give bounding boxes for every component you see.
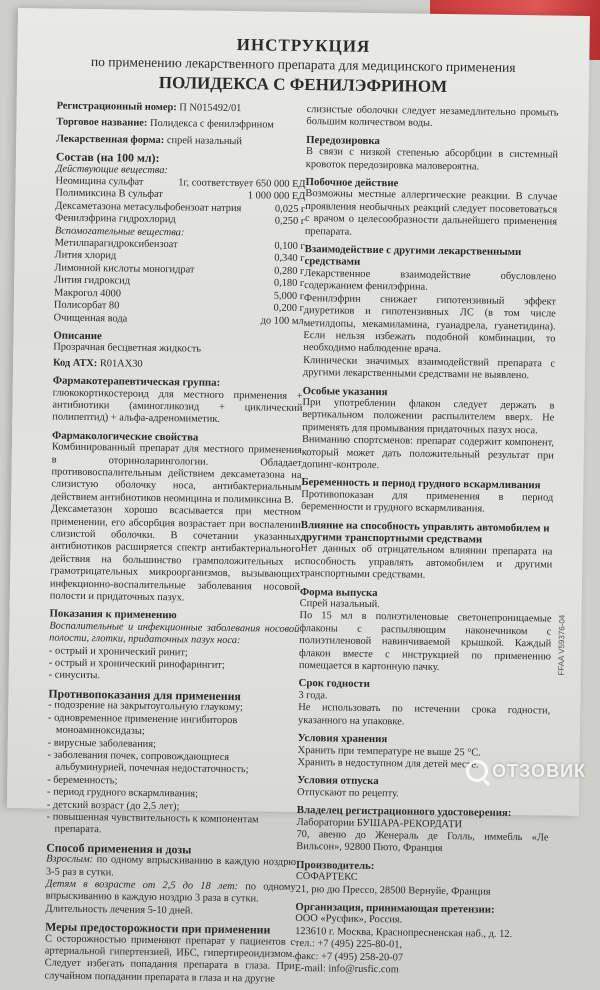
list-item: - период грудного вскармливания; bbox=[46, 786, 199, 800]
storage-title: Условия хранения bbox=[297, 732, 388, 746]
dispensing-title: Условия отпуска bbox=[297, 774, 379, 788]
interactions-text-1: Лекарственное взаимодействие обусловлено содержанием фенилэфрина. bbox=[304, 267, 557, 294]
reg-value: П N015492/01 bbox=[179, 102, 242, 115]
pharm-group-text: глюкокортикостероид для местного применения + антибиотики (аминогликозид + циклический полипептид) + альфа-адреномиметик. bbox=[52, 387, 303, 426]
manufacturer-text-1: СОФАРТЕКС bbox=[295, 871, 358, 883]
shelf-life-text-1: 3 года. bbox=[298, 689, 328, 702]
ingredient-row: Полисорбат 80 0,200 г bbox=[53, 299, 304, 315]
ingredient-row: Очищенная вода до 100 мл bbox=[53, 312, 304, 327]
left-column bbox=[44, 101, 306, 987]
dosage-adults: Взрослым: по одному впрыскиванию в каждую ноздрю 3-5 раз в сутки. bbox=[45, 853, 297, 878]
driving-text: Нет данных об отрицательном влиянии препарата на способность управлять автомобилем и другими транспортными средствами. bbox=[300, 543, 553, 581]
owner-text-2: 70, авеню до Женераль де Голль, иммебль «Ле Вильсон», 92800 Пюто, Франция bbox=[296, 828, 549, 855]
pregnancy-title: Беременность и период грудного вскармливания bbox=[301, 476, 541, 492]
claims-phone: тел.: +7 (495) 225-80-01, bbox=[294, 938, 403, 951]
leaflet-title: ИНСТРУКЦИЯ bbox=[236, 35, 371, 56]
trade-label: Торговое название: bbox=[56, 116, 148, 130]
form-value: спрей назальный bbox=[166, 134, 243, 147]
otzovik-watermark bbox=[466, 760, 586, 782]
list-item: - одновременное применение ингибиторов моноаминоксидазы; bbox=[48, 712, 238, 737]
ingredient-row: Метилпарагидроксибензоат 0,100 г bbox=[54, 237, 305, 253]
indications-text: Воспалительные и инфекционные заболевания носовой полости, глотки, придаточных пазух носа: bbox=[49, 620, 300, 647]
list-item: - повышенная чувствительность к компонентам препарата. bbox=[46, 811, 259, 836]
ingredient-row: Лимонной кислоты моногидрат 0,280 г bbox=[54, 262, 305, 277]
overdose-text: В связи с низкой степенью абсорбции в системный кровоток передозировка маловероятна. bbox=[305, 146, 559, 173]
description-title: Описание bbox=[53, 329, 102, 343]
ingredient-row: Макрогол 4000 5,000 г bbox=[53, 287, 305, 302]
ingredient-row: Дексаметазона метасульфобензоат натрия 0,025 г bbox=[55, 200, 306, 215]
claims-email: E-mail: info@rusfic.com bbox=[294, 962, 399, 976]
active-substances-title: Действующие вещества: bbox=[55, 163, 168, 176]
list-item: - синуситы. bbox=[48, 669, 101, 682]
dosage-duration: Длительность лечения 5-10 дней. bbox=[45, 903, 194, 917]
ingredient-row: Полимиксина В сульфат 1 000 000 ЕД bbox=[55, 187, 306, 203]
list-item: - вирусные заболевания; bbox=[47, 736, 157, 750]
list-item: - заболевания почек, сопровождающиеся альбуминурией, почечная недостаточность; bbox=[47, 749, 249, 776]
special-instructions-text-1: При употреблении флакон следует держать в вертикальном положении распылителем вверх. Не применять для промывания придаточных пазух носа. bbox=[302, 396, 555, 437]
release-form-text-1: Спрей назальный. bbox=[299, 598, 380, 611]
manufacturer-title: Производитель: bbox=[295, 858, 375, 872]
leaflet-subtitle: по применению лекарственного препарата для медицинского применения bbox=[90, 54, 516, 75]
atc-code: Код АТХ: R01AX30 bbox=[52, 357, 143, 370]
overdose-title: Передозировка bbox=[306, 133, 380, 147]
list-item: - острый и хронический ринофарингит; bbox=[48, 657, 225, 672]
owner-title: Владелец регистрационного удостоверения: bbox=[296, 804, 512, 820]
pharm-properties-text-1: Комбинированный препарат для местного применения в оториноларингологии. Обладает противовоспалительным действием дексаметазона на слизистую оболочку носа, антибактериальным действием антибиотиков неомицина и полимиксина В. bbox=[51, 441, 302, 506]
side-effects-text: Возможны местные аллергические реакции. В случае проявления необычных реакций следует посоветоваться с врачом о целесообразности дальнейшего применения препарата. bbox=[304, 188, 558, 238]
ingredient-row: Фенилэфрина гидрохлорид 0,250 г bbox=[54, 212, 306, 228]
auxiliary-substances-title: Вспомогательные вещества: bbox=[54, 225, 185, 239]
precautions-text: С осторожностью применяют препарат у пациентов с артериальной гипертензией, ИБС, гипертиреоидизмом. Следует избегать попадания препарата в глаза. При случайном попадании препарата в глаза и на другие bbox=[44, 933, 296, 985]
special-instructions-text-2: Вниманию спортсменов: препарат содержит компонент, который может дать положительный результат при допинг-контроле. bbox=[301, 434, 555, 472]
claims-title: Организация, принимающая претензии: bbox=[295, 900, 495, 916]
interactions-title: Взаимодействие с другими лекарственными средствами bbox=[304, 243, 522, 269]
claims-text-2: 123610 г. Москва, Краснопресненская наб., д. 12. bbox=[295, 925, 513, 940]
pregnancy-text: Противопоказан для применения в период беременности и грудного вскармливания. bbox=[300, 488, 554, 515]
shelf-life-text-2: Не использовать по истечении срока годности, указанного на упаковке. bbox=[298, 702, 551, 728]
manufacturer-text-2: 21, рю дю Прессо, 28500 Вернуйе, Франция bbox=[295, 883, 491, 898]
dispensing-text: Отпускают по рецепту. bbox=[297, 786, 399, 800]
special-instructions-title: Особые указания bbox=[302, 384, 388, 398]
active-list bbox=[55, 176, 306, 229]
dosage-title: Способ применения и дозы bbox=[46, 840, 192, 857]
claims-fax: факс: +7 (495) 258-20-07 bbox=[294, 950, 404, 964]
instruction-leaflet bbox=[7, 8, 590, 985]
release-form-title: Форма выпуска bbox=[299, 585, 378, 599]
claims-text-1: ООО «Русфик», Россия. bbox=[295, 913, 403, 926]
composition-title: Состав (на 100 мл): bbox=[55, 149, 160, 166]
owner-text-1: Лаборатории БУШАРА-РЕКОРДАТИ bbox=[296, 816, 463, 830]
pharm-properties-text-2: Дексаметазон хорошо всасывается при местном применении, его абсорбция возрастает при воспалении слизистой оболочки. В сочетании указанных антибиотиков расширяется спектр антибактериального действия на большинство грамположительных и грамотрицательных микроорганизмов, вызывающих инфекционно-воспалительные заболевания носовой полости и придаточных пазух. bbox=[49, 503, 302, 604]
contraindications-title: Противопоказания для применения bbox=[48, 686, 241, 704]
form-label: Лекарственная форма: bbox=[56, 133, 165, 146]
magnifier-icon bbox=[466, 760, 488, 782]
precautions-title: Меры предосторожности при применении bbox=[45, 919, 271, 937]
interactions-text-2: Фенилэфрин снижает гипотензивный эффект диуретиков и гипотензивных ЛС (в том числе метилдопы, мекамиламина, гуанадрела, гуанетидина). Если нельзя избежать подобной комбинации, то необходимо наблюдение врача. bbox=[303, 292, 557, 356]
list-item: - подозрение на закрытоугольную глаукому; bbox=[48, 699, 244, 714]
print-code: FFAA V59376-04 bbox=[556, 614, 567, 676]
trade-value: Полидекса с фенилэфрином bbox=[149, 118, 274, 131]
ingredient-row: Неомицина сульфат 1г, соответствует 650 000 ЕД bbox=[55, 175, 306, 191]
list-item: - беременность; bbox=[47, 774, 118, 787]
interactions-text-3: Клинически значимых взаимодействий препарата с другими лекарственными средствами не выявлено. bbox=[302, 354, 556, 382]
driving-title: Влияние на способность управлять автомобилем и другими транспортными средствами bbox=[300, 518, 550, 546]
shelf-life-title: Срок годности bbox=[298, 677, 370, 691]
precautions-continued: слизистые оболочки следует незамедлительно промыть большим количеством воды. bbox=[306, 104, 559, 130]
indications-title: Показания к применению bbox=[49, 607, 177, 622]
side-effects-title: Побочное действие bbox=[305, 176, 399, 190]
storage-text-1: Хранить при температуре не выше 25 °С. bbox=[297, 744, 481, 759]
drug-name: ПОЛИДЕКСА С ФЕНИЛЭФРИНОМ bbox=[158, 72, 448, 96]
reg-label: Регистрационный номер: bbox=[56, 100, 177, 114]
pharm-group-title: Фармакотерапевтическая группа: bbox=[52, 374, 221, 389]
dosage-form bbox=[56, 133, 306, 149]
ingredient-row: Лития гидроксид 0,180 г bbox=[54, 274, 305, 290]
storage-text-2: Хранить в недоступном для детей месте. bbox=[297, 756, 479, 771]
list-item: - острый и хронический ринит; bbox=[48, 645, 188, 659]
ingredient-row: Лития хлорид 0,340 г bbox=[54, 250, 305, 265]
aux-list bbox=[54, 238, 305, 328]
release-form-text-2: По 15 мл в полиэтиленовые светонепроницаемые флаконы с распыляющим наконечником с полиэтиленовой навинчиваемой крышкой. Каждый флакон вместе с инструкцией по применению помещается в картонную пачку. bbox=[298, 610, 552, 674]
pharm-properties-title: Фармакологические свойства bbox=[51, 429, 199, 444]
description-text: Прозрачная бесцветная жидкость bbox=[53, 341, 202, 355]
list-item: - детский возраст (до 2,5 лет); bbox=[46, 799, 180, 812]
right-column bbox=[295, 104, 559, 979]
leaflet-header bbox=[17, 32, 590, 99]
watermark-text: ОТЗОВИК bbox=[492, 760, 586, 781]
dosage-children: Детям в возрасте от 2,5 до 18 лет: по одному впрыскиванию в каждую ноздрю 3 раза в сутки. bbox=[45, 878, 296, 905]
